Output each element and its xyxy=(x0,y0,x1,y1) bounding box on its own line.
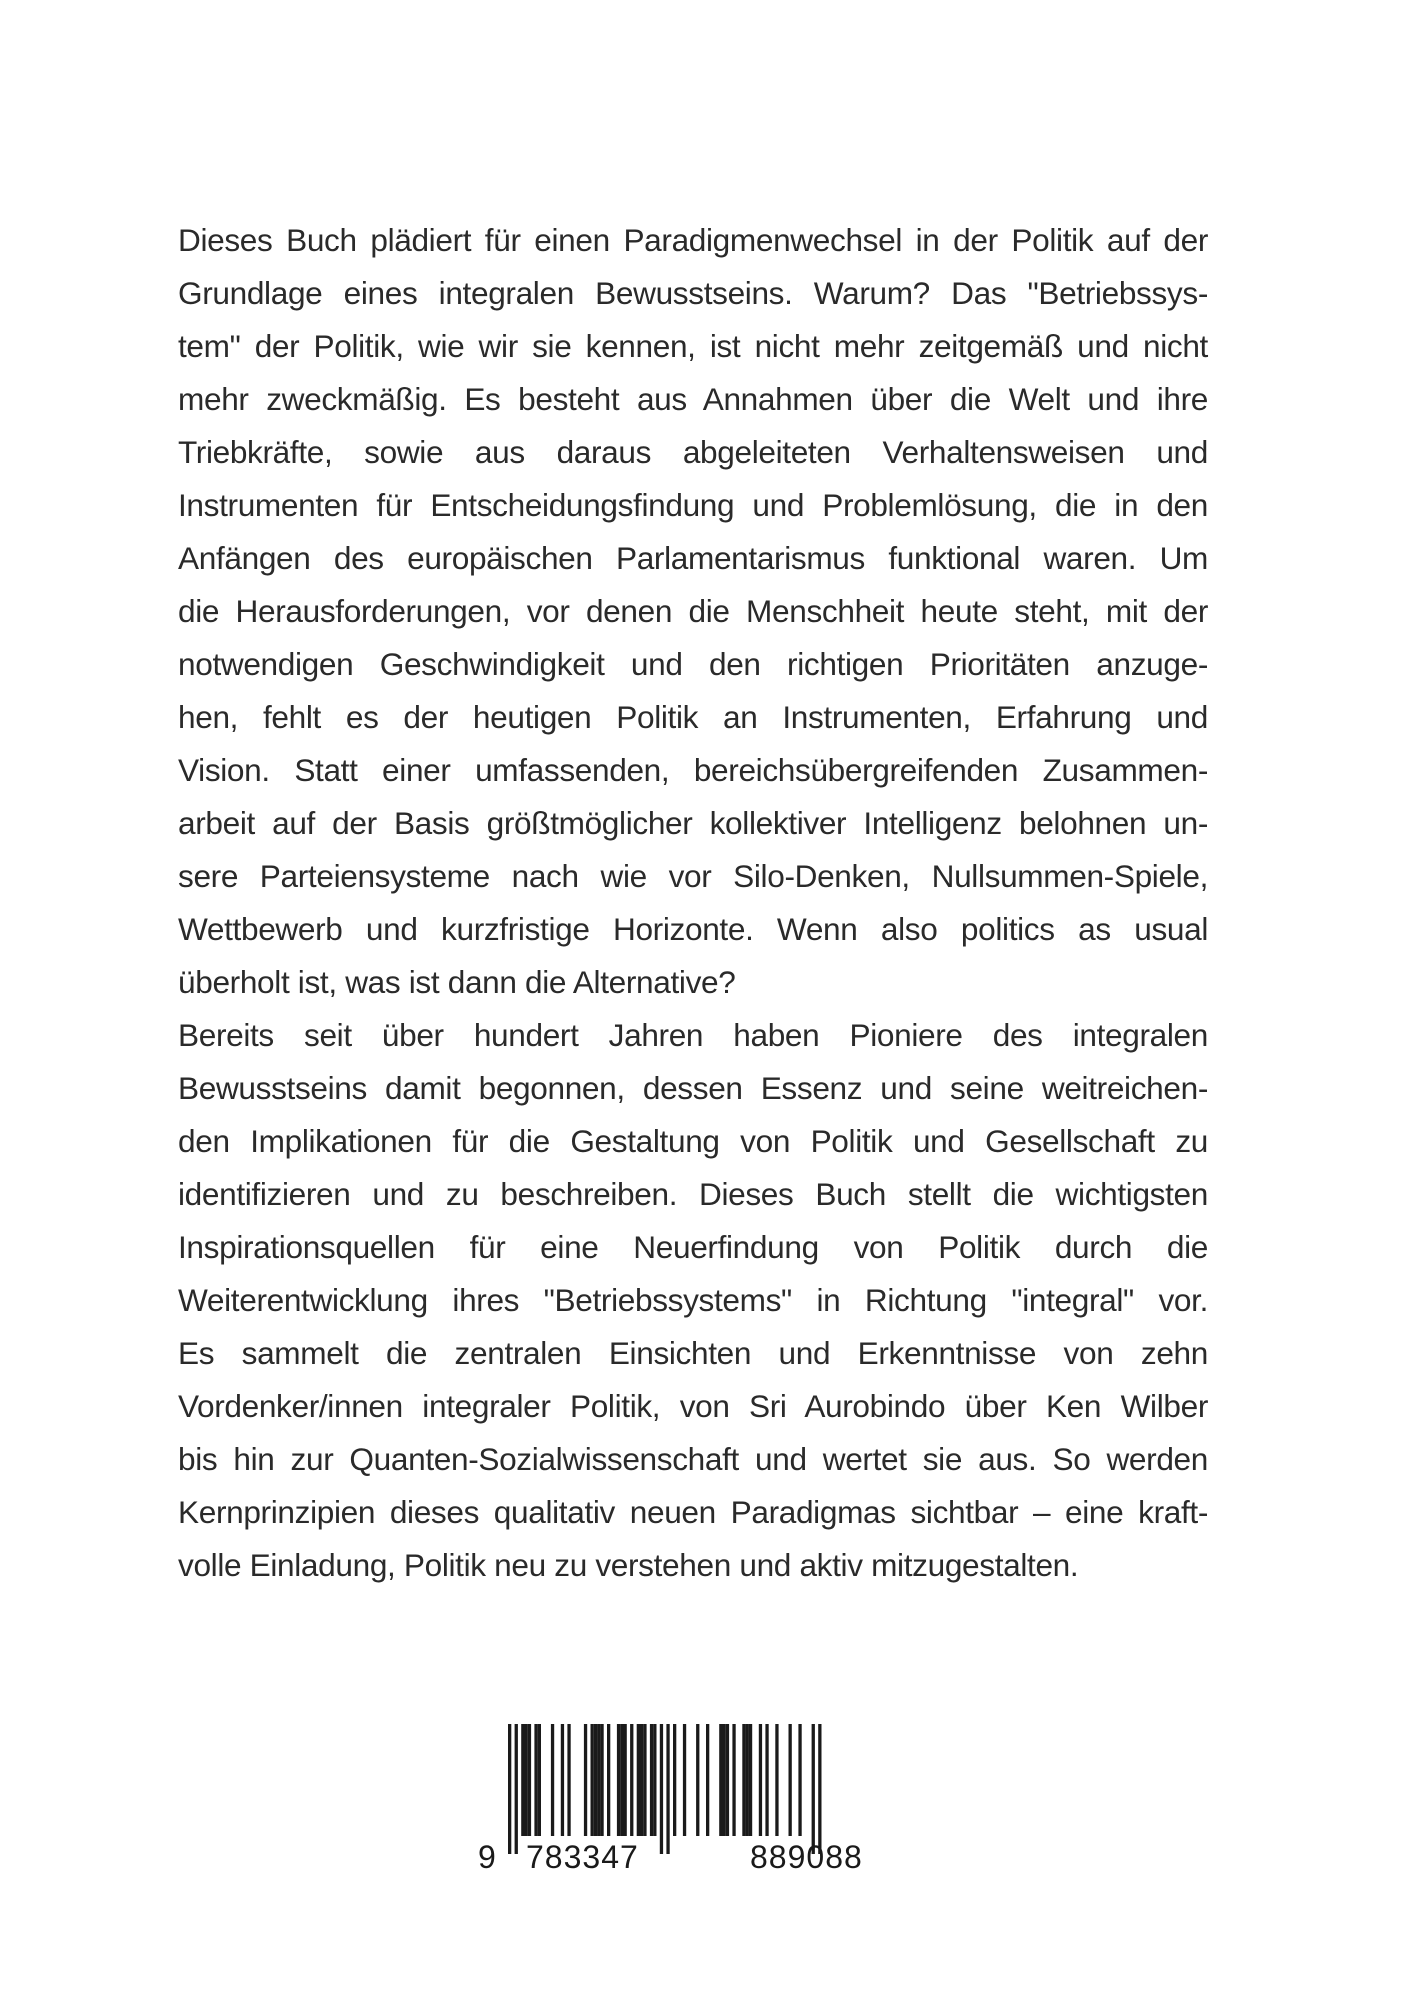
barcode-bar xyxy=(600,1724,603,1836)
barcode-bar xyxy=(765,1724,768,1836)
blurb-line: Bereits seit über hundert Jahren haben Pioniere des integralen xyxy=(178,1017,1208,1053)
barcode-bar xyxy=(630,1724,633,1836)
barcode-bar xyxy=(534,1724,537,1836)
barcode-bar xyxy=(673,1724,676,1836)
barcode-bar xyxy=(561,1724,564,1836)
blurb-line: Vision. Statt einer umfassenden, bereichsübergreifenden Zusammen- xyxy=(178,752,1208,788)
barcode-bar xyxy=(749,1724,752,1836)
barcode-bar xyxy=(525,1724,528,1836)
blurb-paragraph-1 xyxy=(178,214,1208,1009)
barcode-guard-bar xyxy=(818,1724,821,1854)
blurb-line: Triebkräfte, sowie aus daraus abgeleiteten Verhaltensweisen und xyxy=(178,434,1208,470)
isbn-barcode xyxy=(478,1724,908,1884)
blurb-line: Wettbewerb und kurzfristige Horizonte. Wenn also politics as usual xyxy=(178,911,1208,947)
blurb-line: Dieses Buch plädiert für einen Paradigmenwechsel in der Politik auf der xyxy=(178,222,1208,258)
barcode-bar xyxy=(567,1724,570,1836)
barcode-bar xyxy=(775,1724,778,1836)
barcode-bar xyxy=(696,1724,699,1836)
barcode-bar xyxy=(746,1724,749,1836)
blurb-line: tem" der Politik, wie wir sie kennen, ist nicht mehr zeitgemäß und nicht xyxy=(178,328,1208,364)
barcode-left-digits: 783347 xyxy=(526,1839,639,1875)
blurb-line: volle Einladung, Politik neu zu verstehen und aktiv mitzugestalten. xyxy=(178,1547,1079,1583)
barcode-bar xyxy=(617,1724,620,1836)
barcode-bar xyxy=(683,1724,686,1836)
barcode-bar xyxy=(640,1724,643,1836)
barcode-bar xyxy=(719,1724,722,1836)
blurb-line: Es sammelt die zentralen Einsichten und Erkenntnisse von zehn xyxy=(178,1335,1208,1371)
barcode-bar xyxy=(723,1724,726,1836)
blurb-line: Inspirationsquellen für eine Neuerfindung von Politik durch die xyxy=(178,1229,1208,1265)
blurb-line: identifizieren und zu beschreiben. Dieses Buch stellt die wichtigsten xyxy=(178,1176,1208,1212)
blurb-text xyxy=(178,214,1208,1592)
blurb-line: notwendigen Geschwindigkeit und den richtigen Prioritäten anzuge- xyxy=(178,646,1208,682)
barcode-guard-bar xyxy=(666,1724,669,1854)
barcode-bar xyxy=(528,1724,531,1836)
barcode-guard-bar xyxy=(515,1724,518,1854)
barcode-bar xyxy=(607,1724,610,1836)
barcode-bar xyxy=(624,1724,627,1836)
blurb-line: Bewusstseins damit begonnen, dessen Essenz und seine weitreichen- xyxy=(178,1070,1208,1106)
blurb-line: Grundlage eines integralen Bewusstseins. Warum? Das "Betriebssys- xyxy=(178,275,1208,311)
barcode-right-digits: 889088 xyxy=(750,1839,863,1875)
barcode-bar xyxy=(584,1724,587,1836)
barcode-bar xyxy=(732,1724,735,1836)
blurb-line: hen, fehlt es der heutigen Politik an Instrumenten, Erfahrung und xyxy=(178,699,1208,735)
blurb-line: Vordenker/innen integraler Politik, von Sri Aurobindo über Ken Wilber xyxy=(178,1388,1208,1424)
blurb-line: Kernprinzipien dieses qualitativ neuen Paradigmas sichtbar – eine kraft- xyxy=(178,1494,1208,1530)
blurb-line: die Herausforderungen, vor denen die Menschheit heute steht, mit der xyxy=(178,593,1208,629)
barcode-bar xyxy=(650,1724,653,1836)
barcode-bar xyxy=(594,1724,597,1836)
barcode-bar xyxy=(653,1724,656,1836)
barcode-bar xyxy=(798,1724,801,1836)
blurb-line: bis hin zur Quanten-Sozialwissenschaft und wertet sie aus. So werden xyxy=(178,1441,1208,1477)
blurb-line: überholt ist, was ist dann die Alternative? xyxy=(178,964,736,1000)
barcode-bar xyxy=(597,1724,600,1836)
blurb-line: Weiterentwicklung ihres "Betriebssystems" in Richtung "integral" vor. xyxy=(178,1282,1208,1318)
barcode-bar xyxy=(789,1724,792,1836)
blurb-paragraph-2 xyxy=(178,1009,1208,1592)
blurb-line: Anfängen des europäischen Parlamentarismus funktional waren. Um xyxy=(178,540,1208,576)
barcode-bar xyxy=(742,1724,745,1836)
barcode-guard-bar xyxy=(660,1724,663,1854)
blurb-line: mehr zweckmäßig. Es besteht aus Annahmen über die Welt und ihre xyxy=(178,381,1208,417)
barcode-bar xyxy=(551,1724,554,1836)
barcode-bar xyxy=(591,1724,594,1836)
barcode-bar xyxy=(620,1724,623,1836)
barcode-bar xyxy=(759,1724,762,1836)
barcode-bar xyxy=(637,1724,640,1836)
barcode-guard-bar xyxy=(508,1724,511,1854)
barcode-bar xyxy=(726,1724,729,1836)
blurb-line: sere Parteiensysteme nach wie vor Silo-Denken, Nullsummen-Spiele, xyxy=(178,858,1208,894)
barcode-bar xyxy=(538,1724,541,1836)
barcode-bar xyxy=(521,1724,524,1836)
barcode-first-digit: 9 xyxy=(478,1839,497,1875)
blurb-line: den Implikationen für die Gestaltung von Politik und Gesellschaft zu xyxy=(178,1123,1208,1159)
blurb-line: Instrumenten für Entscheidungsfindung und Problemlösung, die in den xyxy=(178,487,1208,523)
barcode-guard-bar xyxy=(812,1724,815,1854)
barcode-bar xyxy=(706,1724,709,1836)
blurb-line: arbeit auf der Basis größtmöglicher kollektiver Intelligenz belohnen un- xyxy=(178,805,1208,841)
barcode-bar xyxy=(643,1724,646,1836)
